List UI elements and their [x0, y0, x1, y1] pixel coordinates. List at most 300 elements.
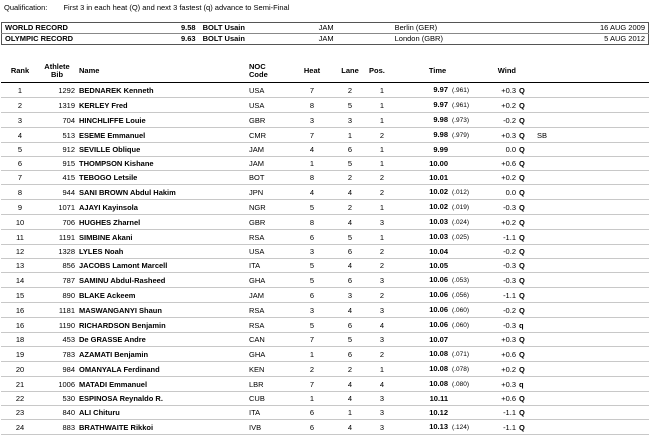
qualification-mark: q	[519, 318, 531, 333]
note-cell	[531, 318, 649, 333]
table-row	[1, 185, 649, 200]
lane-cell: 6	[331, 245, 369, 259]
time-cell	[395, 83, 480, 98]
time-value: 10.08	[429, 379, 448, 388]
pos-cell: 2	[369, 171, 395, 185]
name-cell: HUGHES Zharnel	[79, 215, 249, 230]
noc-cell: BOT	[249, 171, 293, 185]
heat-cell: 7	[293, 333, 331, 347]
heat-cell: 5	[293, 273, 331, 288]
bib-cell: 1319	[39, 98, 79, 113]
heat-cell: 4	[293, 143, 331, 157]
noc-cell: JAM	[249, 157, 293, 171]
note-cell	[531, 200, 649, 215]
qualification-mark: Q	[519, 273, 531, 288]
time-precision: (.053)	[452, 277, 469, 284]
lane-cell: 4	[331, 420, 369, 435]
time-cell	[395, 200, 480, 215]
pos-cell: 1	[369, 362, 395, 377]
header-lane: Lane	[331, 60, 369, 83]
heat-cell: 1	[293, 347, 331, 362]
qualification-mark: Q	[519, 215, 531, 230]
pos-cell: 4	[369, 377, 395, 392]
results-table	[1, 60, 649, 435]
rank-cell: 23	[1, 406, 39, 420]
header-rank: Rank	[1, 60, 39, 83]
bib-cell: 530	[39, 392, 79, 406]
rank-cell: 9	[1, 200, 39, 215]
noc-cell: USA	[249, 83, 293, 98]
wind-cell: -0.3	[480, 318, 519, 333]
note-cell	[531, 113, 649, 128]
bib-cell: 1071	[39, 200, 79, 215]
name-cell: OMANYALA Ferdinand	[79, 362, 249, 377]
heat-cell: 1	[293, 157, 331, 171]
table-row	[1, 362, 649, 377]
name-cell: TEBOGO Letsile	[79, 171, 249, 185]
noc-cell: GBR	[249, 113, 293, 128]
qualification-mark: Q	[519, 406, 531, 420]
time-value: 9.97	[433, 85, 448, 94]
pos-cell: 2	[369, 245, 395, 259]
heat-cell: 5	[293, 318, 331, 333]
heat-cell: 5	[293, 259, 331, 273]
note-cell	[531, 377, 649, 392]
wind-cell: -1.1	[480, 230, 519, 245]
record-noc: JAM	[318, 23, 334, 32]
noc-cell: CAN	[249, 333, 293, 347]
wind-cell: 0.0	[480, 143, 519, 157]
lane-cell: 1	[331, 128, 369, 143]
bib-cell: 944	[39, 185, 79, 200]
time-value: 10.06	[429, 320, 448, 329]
header-bib-label: Athlete Bib	[44, 62, 70, 79]
time-precision: (.961)	[452, 87, 469, 94]
pos-cell: 3	[369, 406, 395, 420]
pos-cell: 3	[369, 303, 395, 318]
lane-cell: 4	[331, 303, 369, 318]
pos-cell: 3	[369, 273, 395, 288]
table-row	[1, 273, 649, 288]
wind-cell: -1.1	[480, 288, 519, 303]
lane-cell: 3	[331, 288, 369, 303]
time-cell	[395, 128, 480, 143]
table-row	[1, 83, 649, 98]
rank-cell: 16	[1, 318, 39, 333]
time-precision: (.025)	[452, 234, 469, 241]
note-cell	[531, 347, 649, 362]
heat-cell: 1	[293, 392, 331, 406]
record-holder: BOLT Usain	[202, 23, 245, 32]
pos-cell: 1	[369, 157, 395, 171]
heat-cell: 7	[293, 377, 331, 392]
wind-cell: -1.1	[480, 406, 519, 420]
noc-cell: KEN	[249, 362, 293, 377]
wind-cell: +0.2	[480, 215, 519, 230]
lane-cell: 4	[331, 377, 369, 392]
note-cell	[531, 83, 649, 98]
pos-cell: 1	[369, 200, 395, 215]
rank-cell: 8	[1, 185, 39, 200]
time-cell	[395, 392, 480, 406]
lane-cell: 4	[331, 259, 369, 273]
time-cell	[395, 185, 480, 200]
lane-cell: 5	[331, 157, 369, 171]
rank-cell: 1	[1, 83, 39, 98]
rank-cell: 16	[1, 303, 39, 318]
time-value: 10.06	[429, 305, 448, 314]
rank-cell: 15	[1, 288, 39, 303]
name-cell: SIMBINE Akani	[79, 230, 249, 245]
lane-cell: 3	[331, 113, 369, 128]
time-value: 10.01	[429, 173, 448, 182]
bib-cell: 787	[39, 273, 79, 288]
time-value: 10.00	[429, 159, 448, 168]
pos-cell: 2	[369, 259, 395, 273]
rank-cell: 18	[1, 333, 39, 347]
wind-cell: +0.3	[480, 128, 519, 143]
lane-cell: 5	[331, 333, 369, 347]
time-precision: (.124)	[452, 424, 469, 431]
table-row	[1, 245, 649, 259]
record-date: 5 AUG 2012	[548, 34, 649, 45]
table-row	[1, 259, 649, 273]
rank-cell: 21	[1, 377, 39, 392]
time-precision: (.024)	[452, 219, 469, 226]
noc-cell: USA	[249, 98, 293, 113]
bib-cell: 1191	[39, 230, 79, 245]
bib-cell: 1190	[39, 318, 79, 333]
table-row	[1, 318, 649, 333]
bib-cell: 453	[39, 333, 79, 347]
time-value: 9.97	[433, 100, 448, 109]
qualification-line	[4, 3, 289, 12]
name-cell: LYLES Noah	[79, 245, 249, 259]
noc-cell: ITA	[249, 406, 293, 420]
qualification-mark: Q	[519, 128, 531, 143]
rank-cell: 11	[1, 230, 39, 245]
note-cell	[531, 157, 649, 171]
record-row	[2, 34, 649, 45]
wind-cell: -0.2	[480, 245, 519, 259]
lane-cell: 2	[331, 362, 369, 377]
noc-cell: IVB	[249, 420, 293, 435]
noc-cell: NGR	[249, 200, 293, 215]
pos-cell: 3	[369, 392, 395, 406]
pos-cell: 3	[369, 333, 395, 347]
wind-cell: -0.3	[480, 273, 519, 288]
pos-cell: 2	[369, 185, 395, 200]
time-cell	[395, 273, 480, 288]
note-cell: SB	[531, 128, 649, 143]
time-precision: (.080)	[452, 381, 469, 388]
rank-cell: 10	[1, 215, 39, 230]
name-cell: ESEME Emmanuel	[79, 128, 249, 143]
lane-cell: 4	[331, 215, 369, 230]
note-cell	[531, 406, 649, 420]
noc-cell: JAM	[249, 143, 293, 157]
record-date: 16 AUG 2009	[599, 23, 645, 32]
time-cell	[395, 230, 480, 245]
time-value: 10.06	[429, 290, 448, 299]
wind-cell: +0.3	[480, 377, 519, 392]
name-cell: SEVILLE Oblique	[79, 143, 249, 157]
time-cell	[395, 318, 480, 333]
noc-cell: JPN	[249, 185, 293, 200]
time-value: 10.08	[429, 349, 448, 358]
note-cell	[531, 245, 649, 259]
time-cell	[395, 215, 480, 230]
qualification-mark: Q	[519, 245, 531, 259]
noc-cell: RSA	[249, 318, 293, 333]
lane-cell: 6	[331, 347, 369, 362]
wind-cell: 0.0	[480, 185, 519, 200]
time-cell	[395, 113, 480, 128]
table-row	[1, 98, 649, 113]
note-cell	[531, 185, 649, 200]
note-cell	[531, 143, 649, 157]
bib-cell: 984	[39, 362, 79, 377]
noc-cell: RSA	[249, 230, 293, 245]
qualification-mark: Q	[519, 113, 531, 128]
name-cell: THOMPSON Kishane	[79, 157, 249, 171]
wind-cell: -1.1	[480, 420, 519, 435]
qualification-label: Qualification:	[4, 3, 48, 12]
table-row	[1, 288, 649, 303]
pos-cell: 3	[369, 215, 395, 230]
time-value: 10.07	[429, 335, 448, 344]
note-cell	[531, 215, 649, 230]
rank-cell: 5	[1, 143, 39, 157]
time-precision: (.961)	[452, 102, 469, 109]
heat-cell: 8	[293, 215, 331, 230]
name-cell: ALI Chituru	[79, 406, 249, 420]
note-cell	[531, 303, 649, 318]
time-cell	[395, 333, 480, 347]
name-cell: MASWANGANYI Shaun	[79, 303, 249, 318]
header-pos: Pos.	[369, 60, 395, 83]
bib-cell: 1328	[39, 245, 79, 259]
rank-cell: 2	[1, 98, 39, 113]
lane-cell: 5	[331, 230, 369, 245]
time-precision: (.979)	[452, 132, 469, 139]
lane-cell: 2	[331, 83, 369, 98]
table-row	[1, 157, 649, 171]
pos-cell: 2	[369, 347, 395, 362]
lane-cell: 6	[331, 318, 369, 333]
qualification-mark: Q	[519, 259, 531, 273]
noc-cell: CUB	[249, 392, 293, 406]
bib-cell: 704	[39, 113, 79, 128]
bib-cell: 912	[39, 143, 79, 157]
bib-cell: 840	[39, 406, 79, 420]
wind-cell: -0.2	[480, 303, 519, 318]
heat-cell: 4	[293, 185, 331, 200]
heat-cell: 8	[293, 98, 331, 113]
heat-cell: 7	[293, 83, 331, 98]
name-cell: KERLEY Fred	[79, 98, 249, 113]
qualification-mark: Q	[519, 230, 531, 245]
bib-cell: 1292	[39, 83, 79, 98]
note-cell	[531, 259, 649, 273]
time-value: 10.03	[429, 232, 448, 241]
table-row	[1, 347, 649, 362]
heat-cell: 3	[293, 245, 331, 259]
rank-cell: 24	[1, 420, 39, 435]
table-row	[1, 406, 649, 420]
table-row	[1, 420, 649, 435]
pos-cell: 2	[369, 128, 395, 143]
table-row	[1, 230, 649, 245]
note-cell	[531, 98, 649, 113]
rank-cell: 22	[1, 392, 39, 406]
rank-cell: 4	[1, 128, 39, 143]
time-value: 10.03	[429, 217, 448, 226]
time-value: 10.12	[429, 408, 448, 417]
table-row	[1, 215, 649, 230]
noc-cell: CMR	[249, 128, 293, 143]
bib-cell: 883	[39, 420, 79, 435]
name-cell: JACOBS Lamont Marcell	[79, 259, 249, 273]
wind-cell: -0.3	[480, 200, 519, 215]
wind-cell: +0.3	[480, 333, 519, 347]
time-precision: (.019)	[452, 204, 469, 211]
pos-cell: 1	[369, 98, 395, 113]
name-cell: RICHARDSON Benjamin	[79, 318, 249, 333]
bib-cell: 513	[39, 128, 79, 143]
noc-cell: GHA	[249, 273, 293, 288]
bib-cell: 783	[39, 347, 79, 362]
qualification-mark: Q	[519, 420, 531, 435]
qualification-mark: Q	[519, 157, 531, 171]
qualification-mark: q	[519, 377, 531, 392]
header-heat: Heat	[293, 60, 331, 83]
time-cell	[395, 259, 480, 273]
rank-cell: 13	[1, 259, 39, 273]
lane-cell: 6	[331, 143, 369, 157]
time-precision: (.012)	[452, 189, 469, 196]
header-name: Name	[79, 60, 249, 83]
time-precision: (.056)	[452, 292, 469, 299]
wind-cell: -0.3	[480, 259, 519, 273]
bib-cell: 915	[39, 157, 79, 171]
record-row	[2, 23, 649, 34]
name-cell: BLAKE Ackeem	[79, 288, 249, 303]
name-cell: MATADI Emmanuel	[79, 377, 249, 392]
time-cell	[395, 288, 480, 303]
qualification-mark: Q	[519, 83, 531, 98]
wind-cell: +0.2	[480, 171, 519, 185]
table-row	[1, 303, 649, 318]
rank-cell: 14	[1, 273, 39, 288]
time-cell	[395, 406, 480, 420]
rank-cell: 20	[1, 362, 39, 377]
table-row	[1, 128, 649, 143]
noc-cell: GBR	[249, 215, 293, 230]
name-cell: BRATHWAITE Rikkoi	[79, 420, 249, 435]
time-value: 10.02	[429, 187, 448, 196]
lane-cell: 4	[331, 185, 369, 200]
wind-cell: +0.6	[480, 347, 519, 362]
heat-cell: 8	[293, 171, 331, 185]
qualification-mark: Q	[519, 98, 531, 113]
noc-cell: ITA	[249, 259, 293, 273]
heat-cell: 6	[293, 288, 331, 303]
header-noc-label: NOC Code	[249, 62, 268, 79]
bib-cell: 856	[39, 259, 79, 273]
wind-cell: +0.2	[480, 362, 519, 377]
name-cell: ESPINOSA Reynaldo R.	[79, 392, 249, 406]
lane-cell: 2	[331, 200, 369, 215]
qualification-mark: Q	[519, 303, 531, 318]
record-noc: JAM	[316, 34, 392, 45]
time-cell	[395, 98, 480, 113]
time-value: 10.06	[429, 275, 448, 284]
time-value: 9.99	[433, 145, 448, 154]
rank-cell: 7	[1, 171, 39, 185]
wind-cell: +0.2	[480, 98, 519, 113]
lane-cell: 4	[331, 392, 369, 406]
table-row	[1, 392, 649, 406]
noc-cell: LBR	[249, 377, 293, 392]
noc-cell: USA	[249, 245, 293, 259]
time-precision: (.973)	[452, 117, 469, 124]
pos-cell: 2	[369, 288, 395, 303]
name-cell: AJAYI Kayinsola	[79, 200, 249, 215]
time-precision: (.060)	[452, 307, 469, 314]
noc-cell: GHA	[249, 347, 293, 362]
heat-cell: 6	[293, 230, 331, 245]
time-value: 10.11	[429, 394, 448, 403]
pos-cell: 1	[369, 113, 395, 128]
qualification-mark: Q	[519, 288, 531, 303]
lane-cell: 5	[331, 98, 369, 113]
name-cell: SAMINU Abdul-Rasheed	[79, 273, 249, 288]
qualification-mark: Q	[519, 143, 531, 157]
noc-cell: RSA	[249, 303, 293, 318]
table-row	[1, 113, 649, 128]
note-cell	[531, 420, 649, 435]
time-value: 10.13	[429, 422, 448, 431]
heat-cell: 3	[293, 303, 331, 318]
time-value: 10.02	[429, 202, 448, 211]
record-name: WORLD RECORD	[5, 23, 68, 32]
pos-cell: 1	[369, 230, 395, 245]
record-venue: Berlin (GER)	[394, 23, 438, 32]
bib-cell: 415	[39, 171, 79, 185]
rank-cell: 12	[1, 245, 39, 259]
time-value: 10.08	[429, 364, 448, 373]
note-cell	[531, 392, 649, 406]
time-precision: (.071)	[452, 351, 469, 358]
time-cell	[395, 377, 480, 392]
heat-cell: 7	[293, 128, 331, 143]
note-cell	[531, 273, 649, 288]
name-cell: HINCHLIFFE Louie	[79, 113, 249, 128]
qualification-mark: Q	[519, 333, 531, 347]
header-wind: Wind	[480, 60, 519, 83]
noc-cell: JAM	[249, 288, 293, 303]
lane-cell: 2	[331, 171, 369, 185]
heat-cell: 5	[293, 200, 331, 215]
record-holder: BOLT Usain	[200, 34, 316, 45]
wind-cell: +0.3	[480, 83, 519, 98]
time-value: 10.05	[429, 261, 448, 270]
pos-cell: 3	[369, 420, 395, 435]
qualification-text: First 3 in each heat (Q) and next 3 fastest (q) advance to Semi-Final	[63, 3, 290, 12]
wind-cell: +0.6	[480, 157, 519, 171]
time-value: 9.98	[433, 130, 448, 139]
